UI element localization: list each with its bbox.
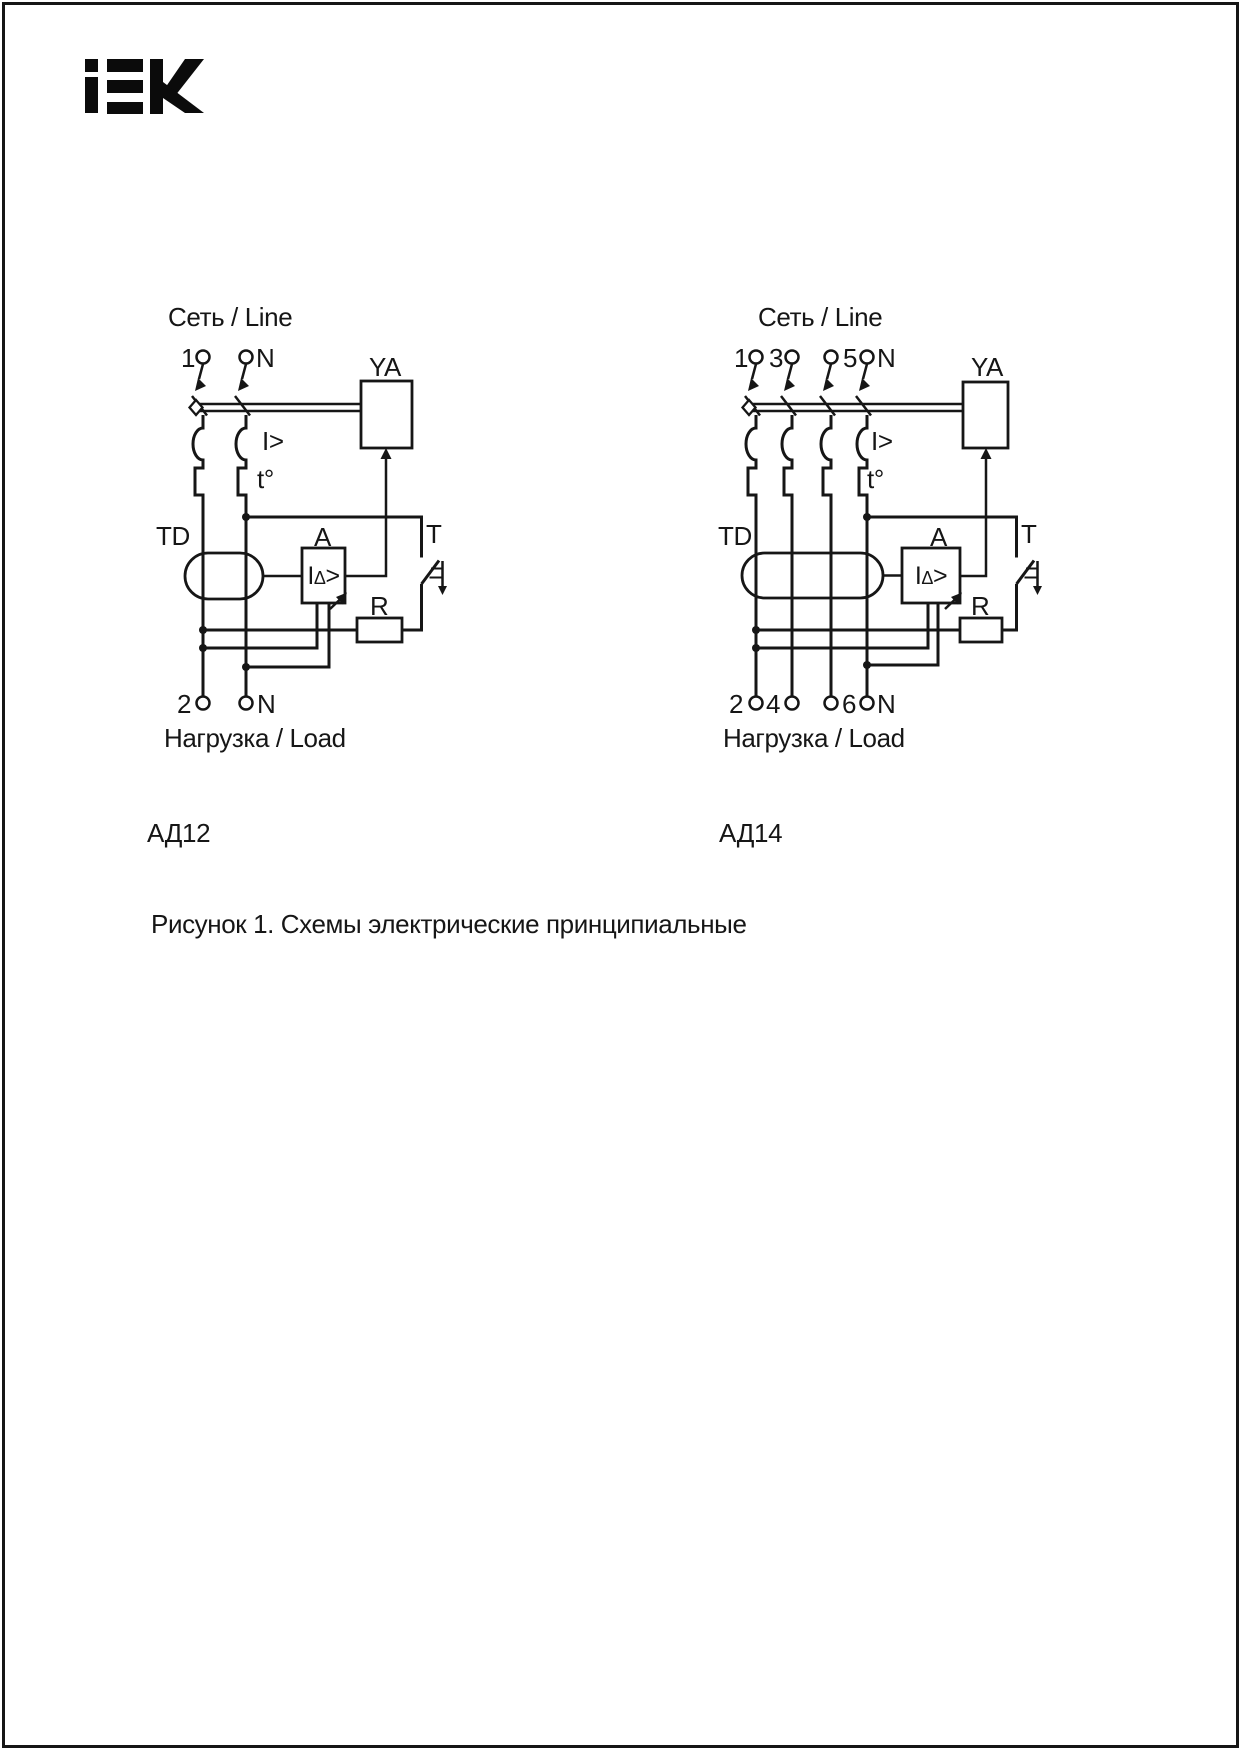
contact-arrow (195, 378, 206, 391)
terminal-label: 6 (842, 689, 857, 719)
test-button-blade (1017, 561, 1035, 585)
test-label: T (426, 519, 442, 549)
solenoid-box (361, 381, 412, 448)
line-label: Сеть / Line (168, 302, 293, 332)
test-wire (246, 517, 422, 558)
terminal-label: 1 (181, 343, 196, 373)
terminal-circle (825, 697, 838, 710)
model-label: АД14 (719, 818, 783, 848)
junction-dot (863, 513, 871, 521)
overcurrent-label: I> (262, 426, 284, 456)
load-label: Нагрузка / Load (723, 723, 905, 753)
terminal-circle (786, 697, 799, 710)
solenoid-box (963, 382, 1008, 448)
test-button-arrow (438, 586, 447, 595)
terminal-circle (786, 351, 799, 364)
terminal-label: 4 (766, 689, 781, 719)
solenoid-label: YA (369, 352, 401, 382)
junction-dot (242, 513, 250, 521)
trip-arrow-head (381, 448, 392, 459)
terminal-circle (240, 351, 253, 364)
trip-bar (749, 404, 963, 411)
terminal-circle (750, 697, 763, 710)
contact-arrow (859, 378, 870, 391)
relay-label: A (930, 522, 947, 552)
contact-arrow (784, 378, 795, 391)
trip-bar-diamond (743, 400, 756, 415)
terminal-circle (861, 351, 874, 364)
resistor-label: R (370, 591, 389, 621)
terminal-label: N (877, 343, 896, 373)
load-label: Нагрузка / Load (164, 723, 346, 753)
terminal-label: 5 (843, 343, 858, 373)
resistor-box (357, 618, 402, 642)
relay-label: A (314, 522, 331, 552)
junction-dot (752, 626, 760, 634)
ad14-schematic (742, 351, 1042, 710)
figure-caption: Рисунок 1. Схемы электрические принципиальные (151, 909, 747, 939)
contact-arrow (748, 378, 759, 391)
resistor-box (960, 618, 1002, 642)
terminal-circle (750, 351, 763, 364)
resistor-label: R (971, 591, 990, 621)
terminal-label: 1 (734, 343, 749, 373)
contact-arrow (823, 378, 834, 391)
line-label: Сеть / Line (758, 302, 883, 332)
terminal-label: 2 (177, 689, 192, 719)
terminal-label: 3 (769, 343, 784, 373)
test-label: T (1021, 519, 1037, 549)
junction-dot (199, 626, 207, 634)
terminal-circle (861, 697, 874, 710)
solenoid-label: YA (971, 352, 1003, 382)
toroid (185, 553, 263, 599)
thermal-label: t° (257, 464, 274, 494)
toroid-label: TD (718, 521, 752, 551)
junction-dot (863, 661, 871, 669)
terminal-circle (197, 351, 210, 364)
terminal-circle (197, 697, 210, 710)
toroid-label: TD (156, 521, 190, 551)
test-button-arrow (1033, 586, 1042, 595)
differential-label: IΔ> (307, 562, 340, 590)
differential-label: IΔ> (914, 562, 948, 590)
terminal-circle (240, 697, 253, 710)
terminal-label: N (257, 689, 276, 719)
terminal-label: 2 (729, 689, 744, 719)
terminal-label: N (877, 689, 896, 719)
thermal-label: t° (867, 464, 884, 494)
terminal-circle (825, 351, 838, 364)
test-button-blade (422, 561, 440, 585)
overcurrent-label: I> (871, 426, 893, 456)
junction-dot (242, 663, 250, 671)
junction-dot (752, 644, 760, 652)
terminal-label: N (256, 343, 275, 373)
trip-arrow-head (981, 448, 992, 459)
toroid (742, 553, 883, 598)
junction-dot (199, 644, 207, 652)
model-label: АД12 (147, 818, 211, 848)
trip-bar (196, 404, 361, 411)
contact-arrow (238, 378, 249, 391)
trip-bar-diamond (190, 400, 203, 415)
